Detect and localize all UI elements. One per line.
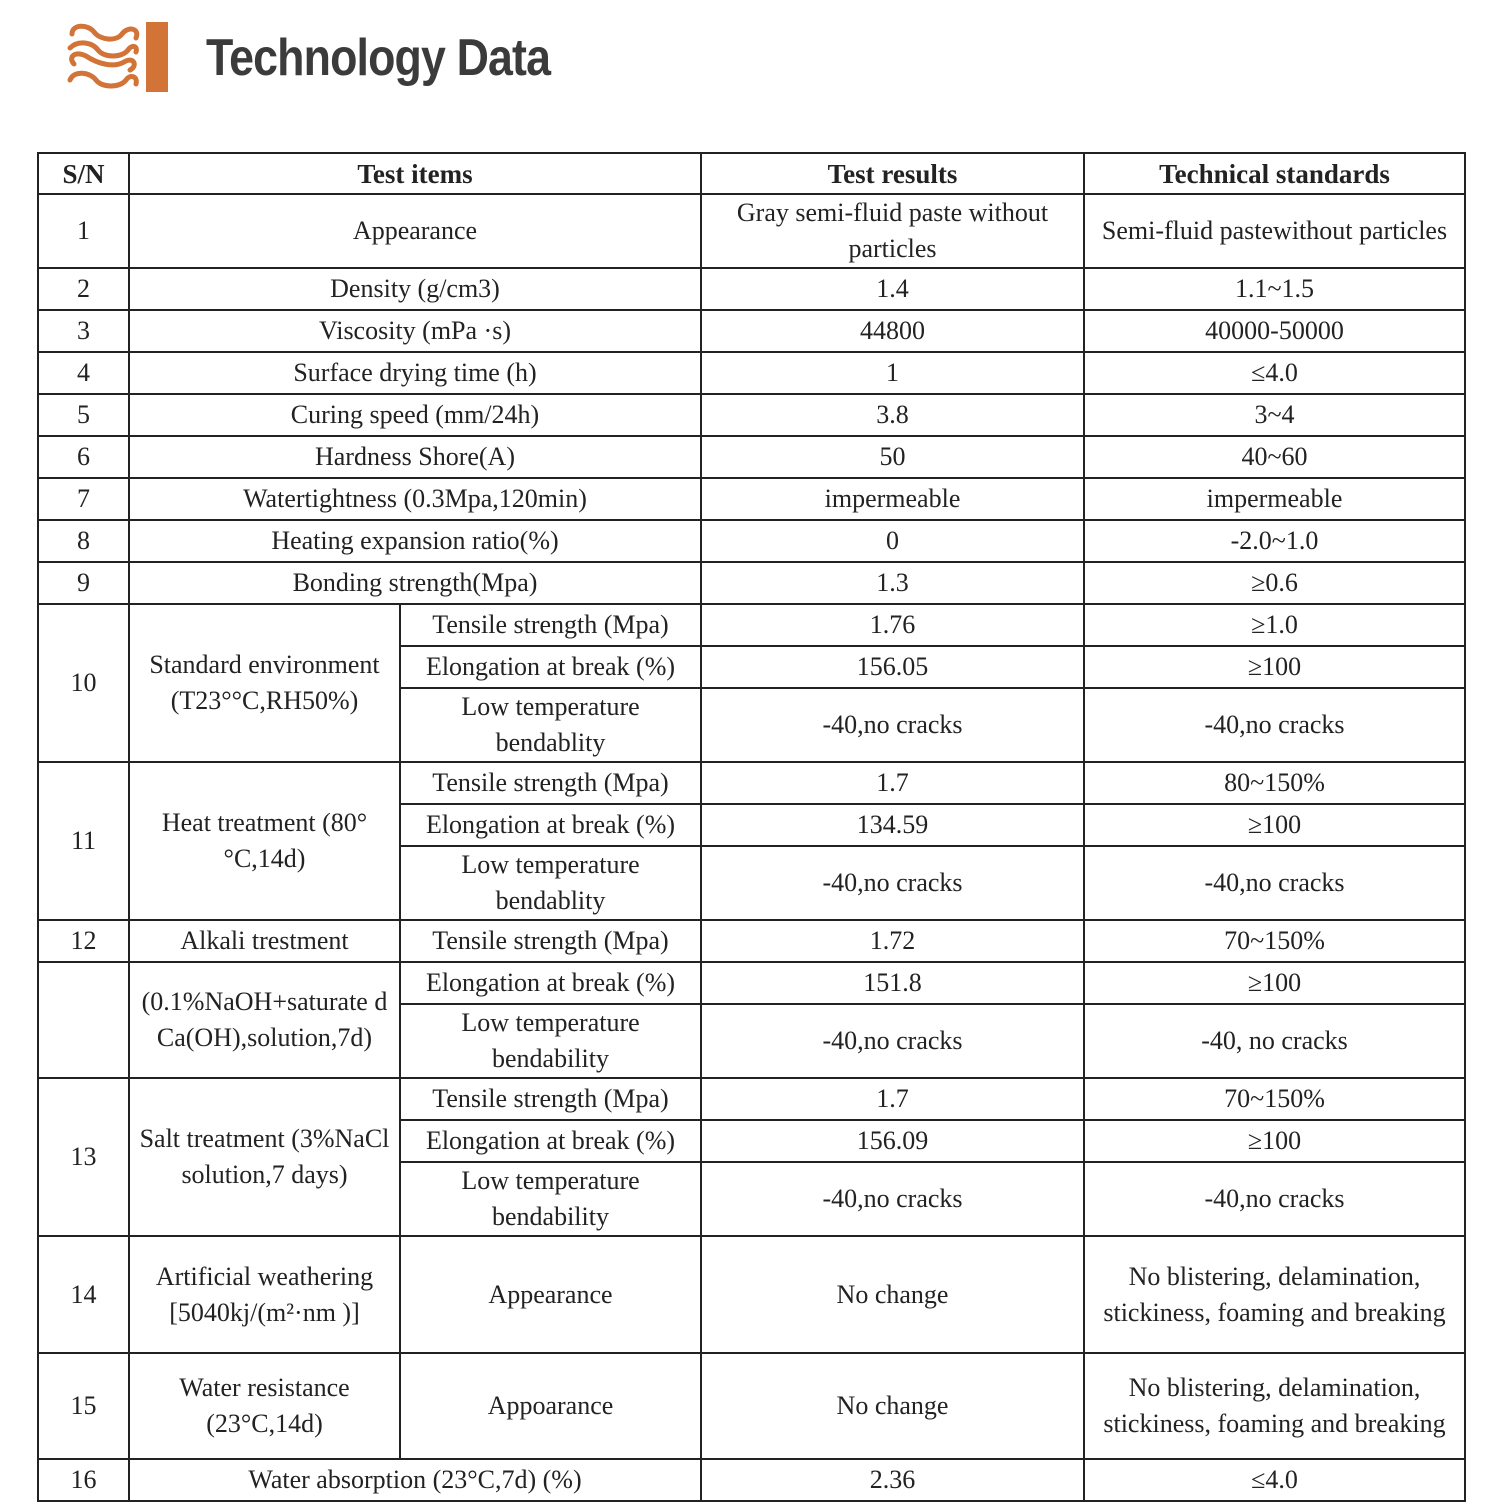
test-item-cell: Watertightness (0.3Mpa,120min) (129, 478, 701, 520)
standard-cell: ≥100 (1084, 1120, 1465, 1162)
condition-cell: Salt treatment (3%NaCl solution,7 days) (129, 1078, 400, 1236)
test-item-cell: Viscosity (mPa ·s) (129, 310, 701, 352)
sn-cell: 5 (38, 394, 129, 436)
standard-cell: 40000-50000 (1084, 310, 1465, 352)
sn-cell: 6 (38, 436, 129, 478)
standard-cell: 70~150% (1084, 1078, 1465, 1120)
sub-item-cell: Low temperature bendability (400, 1004, 701, 1078)
standard-cell: ≥100 (1084, 646, 1465, 688)
standard-cell: 70~150% (1084, 920, 1465, 962)
result-cell: 2.36 (701, 1459, 1084, 1501)
test-item-cell: Water absorption (23°C,7d) (%) (129, 1459, 701, 1501)
table-row (38, 1236, 1465, 1353)
table-header-row (38, 153, 1465, 194)
result-cell: -40,no cracks (701, 1162, 1084, 1236)
standard-cell: ≥0.6 (1084, 562, 1465, 604)
standard-cell: ≥100 (1084, 804, 1465, 846)
result-cell: 1 (701, 352, 1084, 394)
condition-cell: Alkali trestment (129, 920, 400, 962)
standard-cell: Semi-fluid pastewithout particles (1084, 194, 1465, 268)
table-row (38, 478, 1465, 520)
sn-cell: 16 (38, 1459, 129, 1501)
table-row (38, 1353, 1465, 1459)
standard-cell: -40, no cracks (1084, 1004, 1465, 1078)
result-cell: No change (701, 1236, 1084, 1353)
standard-cell: -40,no cracks (1084, 1162, 1465, 1236)
sn-cell: 4 (38, 352, 129, 394)
sn-cell: 15 (38, 1353, 129, 1459)
table-row (38, 762, 1465, 804)
standard-cell: No blistering, delamination, stickiness, foaming and breaking (1084, 1236, 1465, 1353)
sn-cell: 3 (38, 310, 129, 352)
test-item-cell: Appearance (129, 194, 701, 268)
sn-cell: 9 (38, 562, 129, 604)
test-item-cell: Surface drying time (h) (129, 352, 701, 394)
result-cell: -40,no cracks (701, 688, 1084, 762)
test-item-cell: Hardness Shore(A) (129, 436, 701, 478)
condition-cell: Standard environment (T23°°C,RH50%) (129, 604, 400, 762)
result-cell: 0 (701, 520, 1084, 562)
result-cell: 3.8 (701, 394, 1084, 436)
result-cell: 1.76 (701, 604, 1084, 646)
table-row (38, 520, 1465, 562)
table-row (38, 562, 1465, 604)
sn-cell: 7 (38, 478, 129, 520)
table-row (38, 310, 1465, 352)
standard-cell: -40,no cracks (1084, 688, 1465, 762)
table-row (38, 352, 1465, 394)
sn-cell: 11 (38, 762, 129, 920)
sub-item-cell: Appoarance (400, 1353, 701, 1459)
sn-cell: 10 (38, 604, 129, 762)
column-header-test-items: Test items (129, 153, 701, 194)
standard-cell: -40,no cracks (1084, 846, 1465, 920)
result-cell: No change (701, 1353, 1084, 1459)
result-cell: 1.72 (701, 920, 1084, 962)
column-header-technical-standards: Technical standards (1084, 153, 1465, 194)
result-cell: 156.09 (701, 1120, 1084, 1162)
test-item-cell: Density (g/cm3) (129, 268, 701, 310)
sn-cell: 12 (38, 920, 129, 962)
table-row (38, 962, 1465, 1004)
sub-item-cell: Elongation at break (%) (400, 1120, 701, 1162)
sn-cell: 1 (38, 194, 129, 268)
sub-item-cell: Tensile strength (Mpa) (400, 920, 701, 962)
result-cell: -40,no cracks (701, 1004, 1084, 1078)
standard-cell: ≥1.0 (1084, 604, 1465, 646)
result-cell: Gray semi-fluid paste without particles (701, 194, 1084, 268)
table-row (38, 394, 1465, 436)
result-cell: 1.3 (701, 562, 1084, 604)
standard-cell: impermeable (1084, 478, 1465, 520)
sn-cell: 13 (38, 1078, 129, 1236)
column-header-sn: S/N (38, 153, 129, 194)
sub-item-cell: Tensile strength (Mpa) (400, 762, 701, 804)
table-row (38, 194, 1465, 268)
sn-cell: 8 (38, 520, 129, 562)
table-row (38, 604, 1465, 646)
result-cell: 1.7 (701, 1078, 1084, 1120)
result-cell: impermeable (701, 478, 1084, 520)
sn-cell-empty (38, 962, 129, 1078)
sub-item-cell: Elongation at break (%) (400, 646, 701, 688)
condition-cell: Water resistance (23°C,14d) (129, 1353, 400, 1459)
sn-cell: 2 (38, 268, 129, 310)
standard-cell: No blistering, delamination, stickiness, foaming and breaking (1084, 1353, 1465, 1459)
condition-cell: Artificial weathering [5040kj/(m²·nm )] (129, 1236, 400, 1353)
standard-cell: 80~150% (1084, 762, 1465, 804)
table-row (38, 920, 1465, 962)
sub-item-cell: Elongation at break (%) (400, 804, 701, 846)
sn-cell: 14 (38, 1236, 129, 1353)
standard-cell: 3~4 (1084, 394, 1465, 436)
result-cell: 134.59 (701, 804, 1084, 846)
technology-data-table (37, 152, 1466, 1502)
result-cell: 156.05 (701, 646, 1084, 688)
result-cell: 44800 (701, 310, 1084, 352)
result-cell: -40,no cracks (701, 846, 1084, 920)
condition-cell: (0.1%NaOH+saturate d Ca(OH),solution,7d) (129, 962, 400, 1078)
test-item-cell: Curing speed (mm/24h) (129, 394, 701, 436)
table-row (38, 1459, 1465, 1501)
result-cell: 151.8 (701, 962, 1084, 1004)
sub-item-cell: Low temperature bendablity (400, 688, 701, 762)
sub-item-cell: Low temperature bendability (400, 1162, 701, 1236)
sub-item-cell: Appearance (400, 1236, 701, 1353)
sub-item-cell: Tensile strength (Mpa) (400, 1078, 701, 1120)
column-header-test-results: Test results (701, 153, 1084, 194)
result-cell: 1.7 (701, 762, 1084, 804)
standard-cell: ≤4.0 (1084, 1459, 1465, 1501)
result-cell: 50 (701, 436, 1084, 478)
table-row (38, 436, 1465, 478)
brand-logo-icon (64, 20, 172, 94)
page-title: Technology Data (206, 29, 551, 87)
result-cell: 1.4 (701, 268, 1084, 310)
standard-cell: ≥100 (1084, 962, 1465, 1004)
table-row (38, 1078, 1465, 1120)
standard-cell: 1.1~1.5 (1084, 268, 1465, 310)
table-row (38, 268, 1465, 310)
sub-item-cell: Elongation at break (%) (400, 962, 701, 1004)
test-item-cell: Bonding strength(Mpa) (129, 562, 701, 604)
condition-cell: Heat treatment (80°°C,14d) (129, 762, 400, 920)
standard-cell: 40~60 (1084, 436, 1465, 478)
sub-item-cell: Tensile strength (Mpa) (400, 604, 701, 646)
standard-cell: -2.0~1.0 (1084, 520, 1465, 562)
standard-cell: ≤4.0 (1084, 352, 1465, 394)
sub-item-cell: Low temperature bendablity (400, 846, 701, 920)
test-item-cell: Heating expansion ratio(%) (129, 520, 701, 562)
